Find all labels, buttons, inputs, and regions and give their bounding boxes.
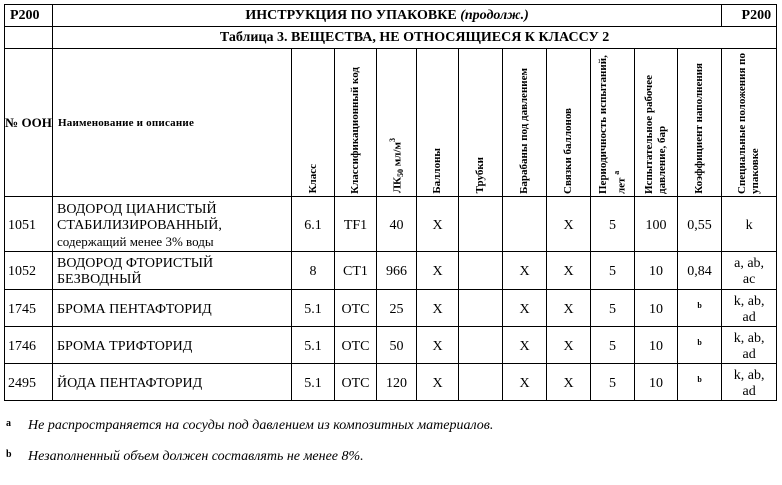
table-row xyxy=(5,327,777,364)
footnote-mark: b xyxy=(6,449,12,460)
cell-un: 2495 xyxy=(5,364,53,401)
instruction-code-right: P200 xyxy=(722,5,777,27)
col-header-lc50: $ЛК_{50}$ $мл/м^3$ xyxy=(388,138,405,194)
cell-bundles: X xyxy=(547,327,591,364)
cell-special: k, ab, ad xyxy=(722,327,777,364)
cell-period: 5 xyxy=(591,197,635,252)
cell-tubes xyxy=(459,252,503,290)
cell-special: k xyxy=(722,197,777,252)
cell-fill: b xyxy=(678,327,722,364)
cell-lc50: 966 xyxy=(377,252,417,290)
cell-special: k, ab, ad xyxy=(722,290,777,327)
cell-cylinders: X xyxy=(417,364,459,401)
col-header-fill-ratio: Коэффициент наполнения xyxy=(693,62,706,194)
cell-fill: b xyxy=(678,364,722,401)
cell-bundles: X xyxy=(547,197,591,252)
cell-period: 5 xyxy=(591,252,635,290)
cell-un: 1745 xyxy=(5,290,53,327)
table-row xyxy=(5,197,777,252)
cell-tubes xyxy=(459,197,503,252)
col-header-un: № ООН xyxy=(5,49,53,197)
footnote-text: Незаполненный объем должен составлять не менее 8%. xyxy=(28,449,364,464)
cell-drums: X xyxy=(503,327,547,364)
cell-bundles: X xyxy=(547,290,591,327)
col-header-drums: Барабаны под давлением xyxy=(518,67,530,194)
col-header-class-code: Классификационный код xyxy=(349,66,361,194)
cell-class: 5.1 xyxy=(292,364,335,401)
table-row xyxy=(5,364,777,401)
cell-tubes xyxy=(459,327,503,364)
col-header-name: Наименование и описание xyxy=(53,49,292,197)
cell-fill: 0,84 xyxy=(678,252,722,290)
cell-drums xyxy=(503,197,547,252)
cell-class: 6.1 xyxy=(292,197,335,252)
footnote-text: Не распространяется на сосуды под давлением из композитных материалов. xyxy=(28,418,494,433)
cell-lc50: 25 xyxy=(377,290,417,327)
cell-pressure: 10 xyxy=(635,252,678,290)
table-title-row xyxy=(5,27,777,49)
cell-tubes xyxy=(459,290,503,327)
footnote-b xyxy=(6,449,364,465)
cell-class: 5.1 xyxy=(292,290,335,327)
cell-lc50: 40 xyxy=(377,197,417,252)
packing-instruction-table xyxy=(4,4,777,401)
col-header-tubes: Трубки xyxy=(474,157,486,194)
cell-bundles: X xyxy=(547,364,591,401)
table-row xyxy=(5,252,777,290)
cell-period: 5 xyxy=(591,290,635,327)
table-row xyxy=(5,290,777,327)
col-header-test-pressure: Испытательное рабочее давление, бар xyxy=(643,74,668,194)
instruction-code-left: P200 xyxy=(5,5,53,27)
cell-fill: b xyxy=(678,290,722,327)
cell-bundles: X xyxy=(547,252,591,290)
cell-pressure: 10 xyxy=(635,290,678,327)
cell-class: 5.1 xyxy=(292,327,335,364)
cell-lc50: 50 xyxy=(377,327,417,364)
cell-special: a, ab, ac xyxy=(722,252,777,290)
footnote-a xyxy=(6,418,493,434)
instruction-title: ИНСТРУКЦИЯ ПО УПАКОВКЕ (продолж.) xyxy=(53,5,722,27)
header-row xyxy=(5,5,777,27)
col-header-special: Специальные положения по упаковке xyxy=(736,52,762,194)
cell-lc50: 120 xyxy=(377,364,417,401)
cell-code: OTC xyxy=(335,364,377,401)
cell-un: 1746 xyxy=(5,327,53,364)
cell-period: 5 xyxy=(591,364,635,401)
table-title: Таблица 3. ВЕЩЕСТВА, НЕ ОТНОСЯЩИЕСЯ К КЛАССУ 2 xyxy=(53,27,777,49)
column-header-row xyxy=(5,49,777,197)
cell-un: 1052 xyxy=(5,252,53,290)
col-header-cylinders: Баллоны xyxy=(431,147,443,194)
col-header-bundles: Связки баллонов xyxy=(562,107,574,194)
col-header-class: Класс xyxy=(306,164,319,194)
cell-code: CT1 xyxy=(335,252,377,290)
cell-cylinders: X xyxy=(417,197,459,252)
footnote-mark: a xyxy=(6,418,11,429)
cell-name: БРОМА ТРИФТОРИД xyxy=(53,327,292,364)
col-header-test-period: Периодичность испытаний, лет $^a$ xyxy=(596,54,628,194)
cell-name: ВОДОРОД ФТОРИСТЫЙ БЕЗВОДНЫЙ xyxy=(53,252,292,290)
cell-code: OTC xyxy=(335,290,377,327)
cell-cylinders: X xyxy=(417,290,459,327)
cell-drums: X xyxy=(503,290,547,327)
cell-special: k, ab, ad xyxy=(722,364,777,401)
cell-tubes xyxy=(459,364,503,401)
cell-name: БРОМА ПЕНТАФТОРИД xyxy=(53,290,292,327)
cell-drums: X xyxy=(503,364,547,401)
cell-cylinders: X xyxy=(417,252,459,290)
cell-pressure: 100 xyxy=(635,197,678,252)
cell-pressure: 10 xyxy=(635,364,678,401)
cell-pressure: 10 xyxy=(635,327,678,364)
cell-drums: X xyxy=(503,252,547,290)
cell-name: ВОДОРОД ЦИАНИСТЫЙ СТАБИЛИЗИРОВАННЫЙ, содержащий менее 3% воды xyxy=(53,197,292,252)
cell-class: 8 xyxy=(292,252,335,290)
cell-cylinders: X xyxy=(417,327,459,364)
cell-code: OTC xyxy=(335,327,377,364)
cell-period: 5 xyxy=(591,327,635,364)
cell-fill: 0,55 xyxy=(678,197,722,252)
cell-name: ЙОДА ПЕНТАФТОРИД xyxy=(53,364,292,401)
cell-code: TF1 xyxy=(335,197,377,252)
cell-un: 1051 xyxy=(5,197,53,252)
